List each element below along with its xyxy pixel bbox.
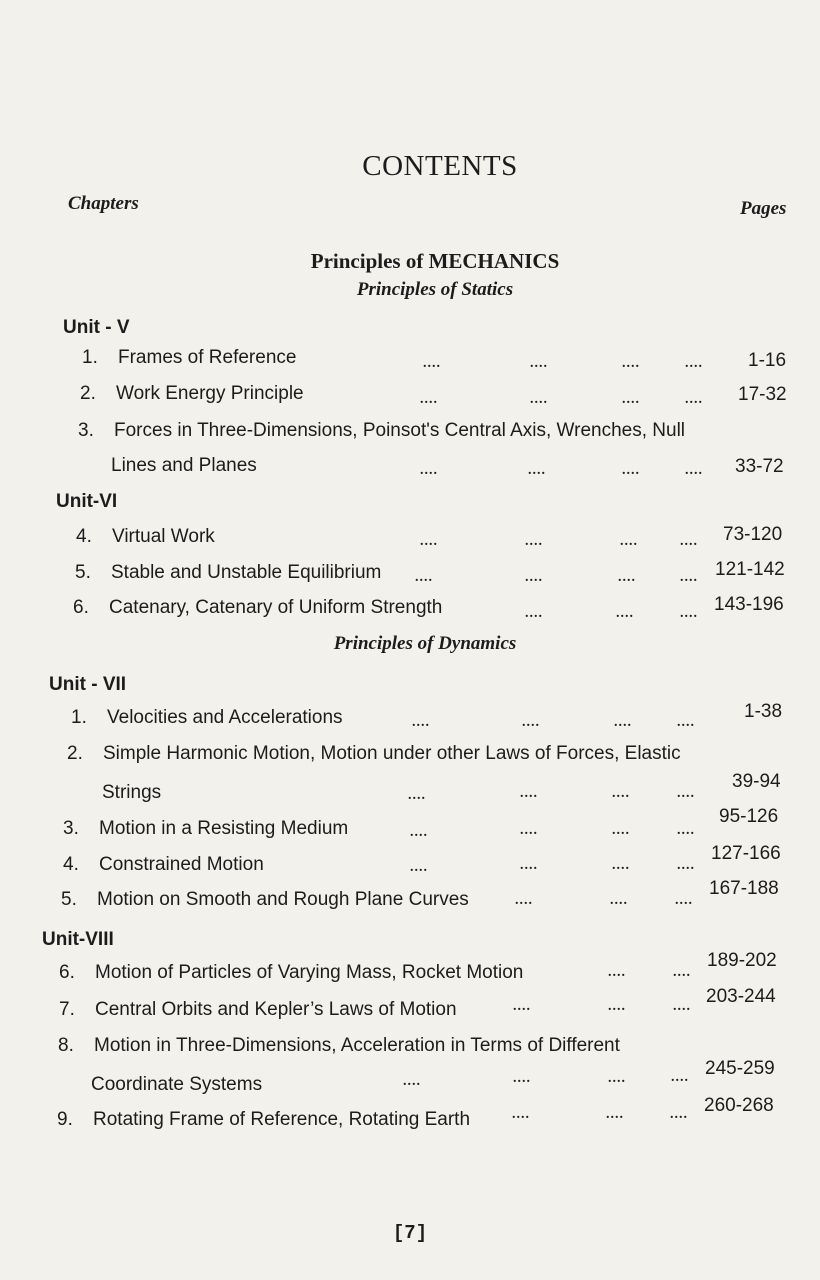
leader-dots: .... xyxy=(608,965,626,980)
entry-number: 5. xyxy=(61,889,77,910)
entry-number: 6. xyxy=(73,597,89,618)
entry-pages: 121-142 xyxy=(715,559,785,580)
entry-title: Rotating Frame of Reference, Rotating Earth xyxy=(93,1109,471,1130)
entry-number: 4. xyxy=(76,526,92,547)
statics-heading: Principles of Statics xyxy=(356,279,514,300)
leader-dots: .... xyxy=(612,823,630,838)
page-title: CONTENTS xyxy=(362,150,518,182)
leader-dots: .... xyxy=(680,534,698,549)
entry-pages: 39-94 xyxy=(732,771,781,792)
entry-title: Catenary, Catenary of Uniform Strength xyxy=(109,597,443,618)
leader-dots: .... xyxy=(412,715,430,730)
entry-title-continued: Coordinate Systems xyxy=(91,1074,263,1095)
leader-dots: .... xyxy=(520,823,538,838)
leader-dots: .... xyxy=(685,356,703,371)
entry-pages: 143-196 xyxy=(714,594,784,615)
entry-number: 6. xyxy=(59,962,75,983)
entry-title: Virtual Work xyxy=(112,526,215,547)
entry-pages: 95-126 xyxy=(719,806,779,827)
chapters-header: Chapters xyxy=(68,193,139,214)
leader-dots: .... xyxy=(423,356,441,371)
leader-dots: .... xyxy=(677,715,695,730)
entry-pages: 73-120 xyxy=(723,524,783,545)
entry-number: 4. xyxy=(63,854,79,875)
entry-number: 5. xyxy=(75,562,91,583)
leader-dots: .... xyxy=(513,1071,531,1086)
entry-title: Frames of Reference xyxy=(118,347,297,368)
leader-dots: .... xyxy=(612,858,630,873)
leader-dots: .... xyxy=(612,786,630,801)
toc-entry-continuation xyxy=(91,1074,262,1096)
entry-title: Motion in a Resisting Medium xyxy=(99,818,349,839)
entry-title: Constrained Motion xyxy=(99,854,264,875)
entry-title-continued: Lines and Planes xyxy=(111,455,257,476)
leader-dots: .... xyxy=(415,570,433,585)
entry-title: Velocities and Accelerations xyxy=(107,707,343,728)
section-heading: Principles of MECHANICS xyxy=(310,249,560,273)
leader-dots: .... xyxy=(528,463,546,478)
leader-dots: .... xyxy=(410,860,428,875)
unit-heading: Unit - V xyxy=(63,317,130,338)
entry-title: Central Orbits and Kepler’s Laws of Motion xyxy=(95,999,457,1020)
leader-dots: .... xyxy=(680,570,698,585)
leader-dots: .... xyxy=(420,463,438,478)
unit-heading: Unit-VIII xyxy=(42,929,114,950)
entry-pages: 33-72 xyxy=(735,456,784,477)
leader-dots: .... xyxy=(525,606,543,621)
entry-number: 7. xyxy=(59,999,75,1020)
entry-title-continued: Strings xyxy=(102,782,162,803)
leader-dots: .... xyxy=(608,999,626,1014)
leader-dots: .... xyxy=(677,823,695,838)
entry-number: 3. xyxy=(63,818,79,839)
leader-dots: .... xyxy=(408,788,426,803)
entry-number: 1. xyxy=(82,347,98,368)
leader-dots: .... xyxy=(610,893,628,908)
dynamics-heading: Principles of Dynamics xyxy=(333,633,517,654)
leader-dots: .... xyxy=(675,893,693,908)
entry-pages: 1-16 xyxy=(748,350,787,371)
leader-dots: .... xyxy=(520,786,538,801)
leader-dots: .... xyxy=(410,825,428,840)
leader-dots: .... xyxy=(515,893,533,908)
toc-entry-continuation xyxy=(102,782,161,804)
leader-dots: .... xyxy=(685,463,703,478)
entry-number: 2. xyxy=(80,383,96,404)
unit-heading: Unit - VII xyxy=(49,674,127,695)
leader-dots: .... xyxy=(671,1070,689,1085)
leader-dots: .... xyxy=(608,1071,626,1086)
leader-dots: .... xyxy=(622,463,640,478)
leader-dots: .... xyxy=(530,392,548,407)
leader-dots: .... xyxy=(420,534,438,549)
entry-pages: 189-202 xyxy=(707,950,777,971)
entry-number: 9. xyxy=(57,1109,73,1130)
entry-pages: 127-166 xyxy=(711,843,781,864)
unit-heading: Unit-VI xyxy=(56,491,118,512)
leader-dots: .... xyxy=(403,1074,421,1089)
leader-dots: .... xyxy=(530,356,548,371)
entry-title: Motion of Particles of Varying Mass, Rocket Motion xyxy=(95,962,524,983)
leader-dots: .... xyxy=(622,356,640,371)
entry-pages: 167-188 xyxy=(709,878,779,899)
leader-dots: .... xyxy=(670,1107,688,1122)
leader-dots: .... xyxy=(680,606,698,621)
entry-title: Stable and Unstable Equilibrium xyxy=(111,562,382,583)
leader-dots: .... xyxy=(606,1107,624,1122)
entry-pages: 260-268 xyxy=(704,1095,774,1116)
leader-dots: .... xyxy=(525,570,543,585)
leader-dots: .... xyxy=(622,392,640,407)
leader-dots: .... xyxy=(520,858,538,873)
leader-dots: .... xyxy=(673,999,691,1014)
toc-entry-continuation xyxy=(111,455,257,477)
entry-title: Work Energy Principle xyxy=(116,383,304,404)
entry-title: Forces in Three-Dimensions, Poinsot's Central Axis, Wrenches, Null xyxy=(114,420,686,441)
entry-pages: 203-244 xyxy=(706,986,776,1007)
page-number: [7] xyxy=(392,1222,428,1244)
entry-title: Motion in Three-Dimensions, Acceleration in Terms of Different xyxy=(94,1035,620,1056)
leader-dots: .... xyxy=(525,534,543,549)
leader-dots: .... xyxy=(677,858,695,873)
entry-title: Motion on Smooth and Rough Plane Curves xyxy=(97,889,469,910)
leader-dots: .... xyxy=(677,786,695,801)
leader-dots: .... xyxy=(618,570,636,585)
leader-dots: .... xyxy=(673,965,691,980)
entry-pages: 245-259 xyxy=(705,1058,775,1079)
leader-dots: .... xyxy=(620,534,638,549)
entry-number: 1. xyxy=(71,707,87,728)
pages-header: Pages xyxy=(740,198,787,219)
entry-number: 8. xyxy=(58,1035,74,1056)
leader-dots: .... xyxy=(685,392,703,407)
leader-dots: .... xyxy=(420,392,438,407)
leader-dots: .... xyxy=(513,999,531,1014)
entry-pages: 1-38 xyxy=(744,701,783,722)
entry-number: 2. xyxy=(67,743,83,764)
leader-dots: .... xyxy=(522,715,540,730)
entry-pages: 17-32 xyxy=(738,384,787,405)
entry-title: Simple Harmonic Motion, Motion under other Laws of Forces, Elastic xyxy=(103,743,681,764)
leader-dots: .... xyxy=(512,1107,530,1122)
entry-number: 3. xyxy=(78,420,94,441)
leader-dots: .... xyxy=(614,715,632,730)
leader-dots: .... xyxy=(616,606,634,621)
